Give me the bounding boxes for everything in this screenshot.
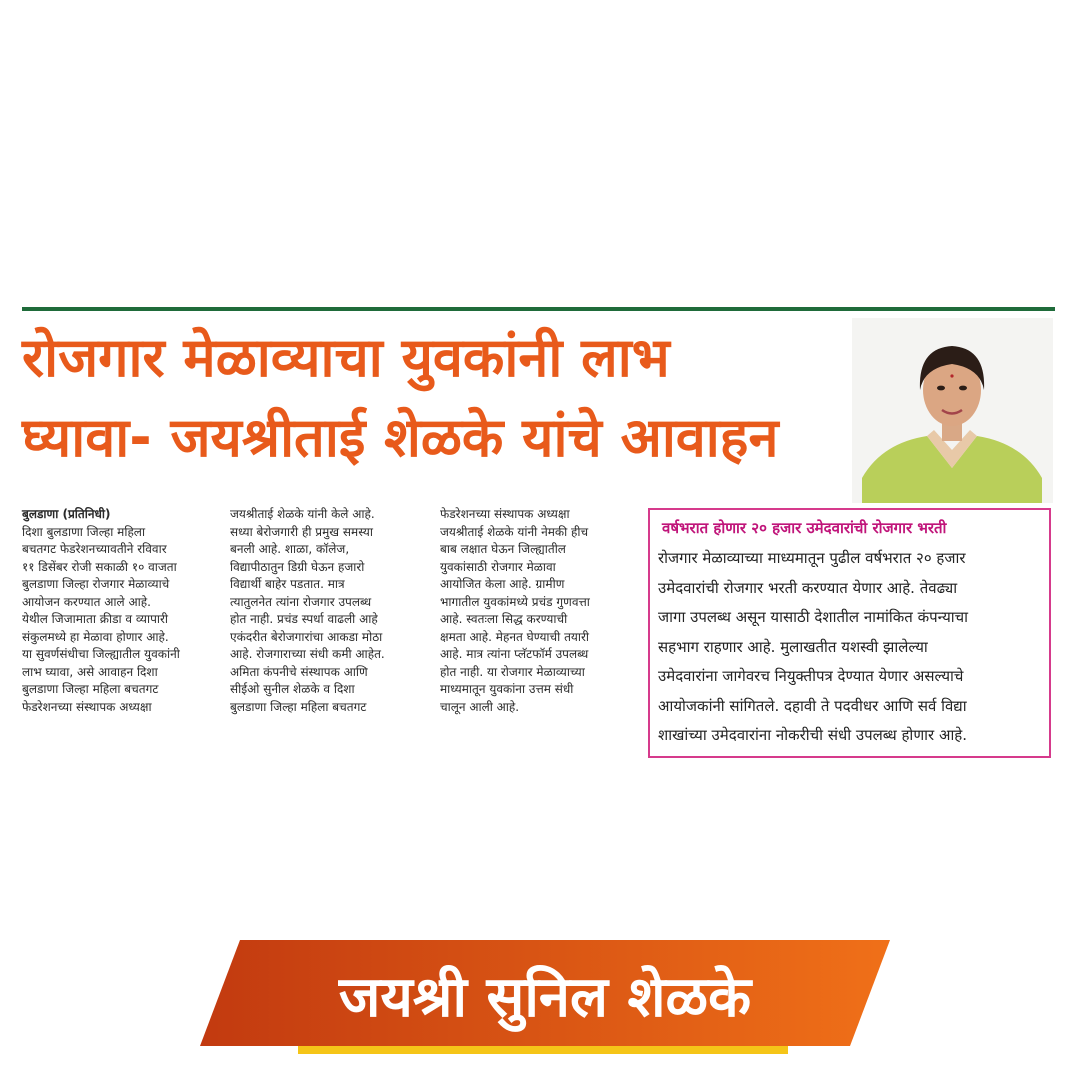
- highlight-box: [648, 508, 1051, 758]
- article-line: विद्यापीठातुन डिग्री घेऊन हजारो: [230, 559, 365, 574]
- article-line: होत नाही. या रोजगार मेळाव्याच्या: [440, 664, 585, 679]
- article-column-3: [440, 506, 640, 716]
- article-line: बुलडाणा जिल्हा महिला बचतगट: [22, 682, 159, 696]
- highlight-box-body: [658, 544, 1041, 751]
- article-line: अमिता कंपनीचे संस्थापक आणि: [230, 664, 368, 679]
- article-line: एकंदरीत बेरोजगारांचा आकडा मोठा: [230, 629, 383, 644]
- article-line: फेडरेशनच्या संस्थापक अध्यक्षा: [440, 507, 570, 521]
- article-line: भागातील युवकांमध्ये प्रचंड गुणवत्ता: [440, 594, 590, 609]
- article-line: सध्या बेरोजगारी ही प्रमुख समस्या: [230, 524, 373, 539]
- portrait-illustration: [852, 318, 1053, 503]
- article-line: होत नाही. प्रचंड स्पर्धा वाढली आहे: [230, 612, 378, 626]
- banner-underline: [298, 1046, 788, 1054]
- dateline: बुलडाणा (प्रतिनिधी): [22, 507, 111, 521]
- highlight-line: सहभाग राहणार आहे. मुलाखतीत यशस्वी झालेल्या: [658, 637, 928, 656]
- article-line: सीईओ सुनील शेळके व दिशा: [230, 682, 355, 696]
- top-rule: [22, 307, 1055, 311]
- article-line: या सुवर्णसंधीचा जिल्ह्यातील युवकांनी: [22, 647, 180, 661]
- article-line: आहे. मात्र त्यांना प्लॅटफॉर्म उपलब्ध: [440, 647, 589, 661]
- article-line: क्षमता आहे. मेहनत घेण्याची तयारी: [440, 629, 589, 644]
- article-line: जयश्रीताई शेळके यांनी नेमकी हीच: [440, 524, 589, 539]
- highlight-box-title: वर्षभरात होणार २० हजार उमेदवारांची रोजगार भरती: [662, 519, 947, 537]
- article-column-2: [230, 506, 430, 716]
- banner-name: जयश्री सुनिल शेळके: [338, 965, 752, 1030]
- highlight-line: उमेदवारांना जागेवरच नियुक्तीपत्र देण्यात येणार असल्याचे: [658, 667, 964, 685]
- portrait-photo: [852, 318, 1053, 503]
- article-line: बाब लक्षात घेऊन जिल्ह्यातील: [440, 542, 566, 556]
- article-column-1: [22, 506, 222, 716]
- article-line: बनली आहे. शाळा, कॉलेज,: [230, 542, 350, 556]
- article-line: बुलडाणा जिल्हा रोजगार मेळाव्याचे: [22, 577, 170, 591]
- highlight-line: जागा उपलब्ध असून यासाठी देशातील नामांकित कंपन्याचा: [658, 608, 969, 626]
- article-line: आहे. रोजगाराच्या संधी कमी आहेत.: [230, 647, 385, 661]
- article-line: युवकांसाठी रोजगार मेळावा: [440, 559, 556, 574]
- article-line: विद्यार्थी बाहेर पडतात. मात्र: [230, 577, 345, 591]
- article-line: त्यातुलनेत त्यांना रोजगार उपलब्ध: [230, 594, 372, 609]
- article-line: जयश्रीताई शेळके यांनी केले आहे.: [230, 507, 375, 521]
- article-line: फेडरेशनच्या संस्थापक अध्यक्षा: [22, 699, 152, 714]
- article-line: आहे. स्वतःला सिद्ध करण्याची: [440, 612, 568, 626]
- article-line: माध्यमातून युवकांना उत्तम संधी: [440, 682, 574, 696]
- article-line: आयोजन करण्यात आले आहे.: [22, 594, 151, 609]
- article-line: येथील जिजामाता क्रीडा व व्यापारी: [22, 612, 169, 626]
- highlight-line: रोजगार मेळाव्याच्या माध्यमातून पुढील वर्षभरात २० हजार: [658, 549, 966, 567]
- article-line: ११ डिसेंबर रोजी सकाळी १० वाजता: [22, 559, 177, 574]
- headline-line-2: घ्यावा- जयश्रीताई शेळके यांचे आवाहन: [22, 406, 779, 469]
- article-line: लाभ घ्यावा, असे आवाहन दिशा: [22, 664, 158, 679]
- headline: [22, 318, 852, 478]
- headline-line-1: रोजगार मेळाव्याचा युवकांनी लाभ: [22, 326, 670, 389]
- highlight-line: शाखांच्या उमेदवारांना नोकरीची संधी उपलब्ध होणार आहे.: [658, 726, 968, 744]
- article-line: आयोजित केला आहे. ग्रामीण: [440, 577, 565, 591]
- highlight-line: आयोजकांनी सांगितले. दहावी ते पदवीधर आणि सर्व विद्या: [658, 696, 967, 715]
- article-line: संकुलमध्ये हा मेळावा होणार आहे.: [22, 629, 169, 644]
- article-line: बुलडाणा जिल्हा महिला बचतगट: [230, 699, 367, 714]
- highlight-line: उमेदवारांची रोजगार भरती करण्यात येणार आहे. तेवढ्या: [658, 578, 958, 597]
- article-line: चालून आली आहे.: [440, 699, 520, 714]
- article-line: बचतगट फेडरेशनच्यावतीने रविवार: [22, 542, 167, 556]
- article-line: दिशा बुलडाणा जिल्हा महिला: [22, 524, 146, 539]
